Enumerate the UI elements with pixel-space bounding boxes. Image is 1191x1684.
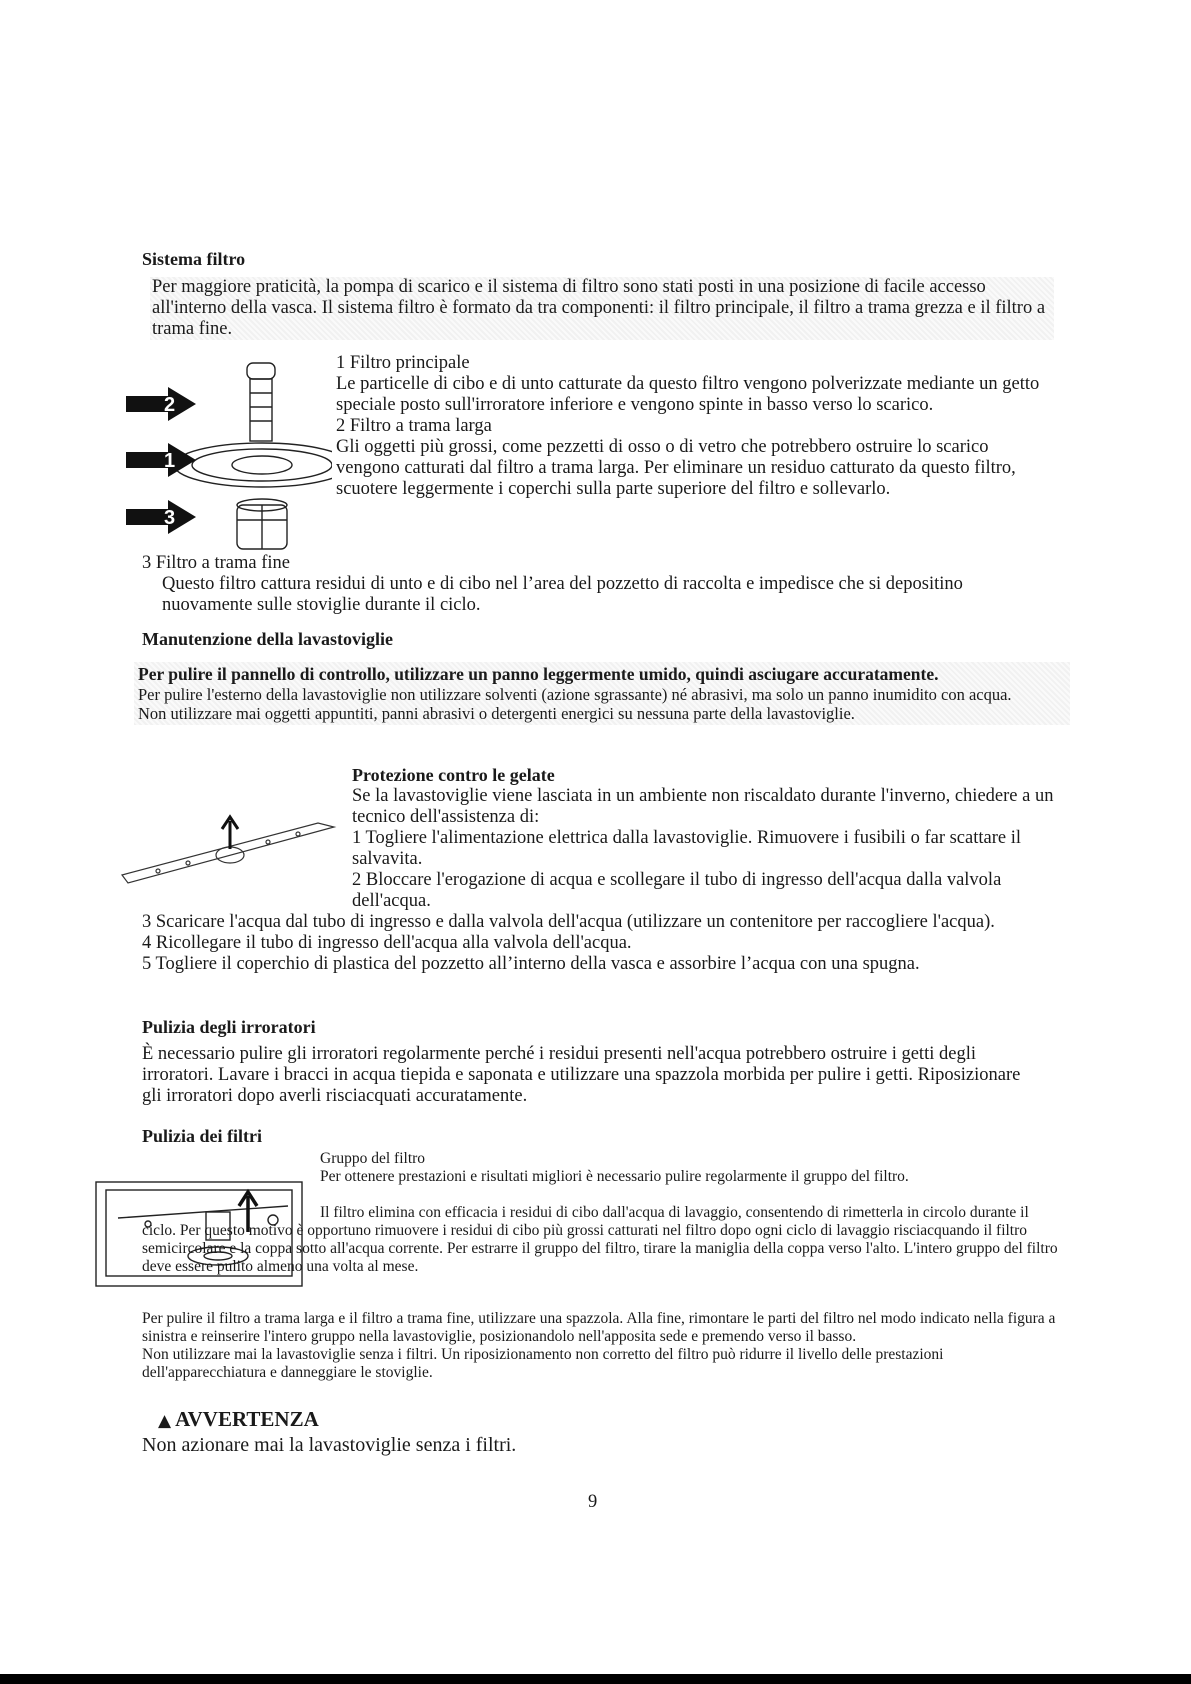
page-number: 9	[588, 1492, 598, 1512]
maintenance-line2: Per pulire l'esterno della lavastoviglie non utilizzare solventi (azione sgrassante) né abrasivi, ma solo un panno inumidito con acqua.	[138, 685, 1012, 704]
item3-title: 3 Filtro a trama fine	[142, 553, 290, 573]
arrow-label-3: 3	[164, 507, 176, 529]
scan-border	[0, 1674, 1191, 1684]
frost-block	[352, 765, 1057, 912]
frost-step5: 5 Togliere il coperchio di plastica del pozzetto all’interno della vasca e assorbire l’acqua con una spugna.	[142, 954, 920, 974]
warning-triangle-icon: ▲	[158, 1411, 172, 1431]
frost-text1: Se la lavastoviglie viene lasciata in un ambiente non riscaldato durante l'inverno, chiedere a un tecnico dell'assistenza di:	[352, 786, 1054, 827]
warning-title-row	[158, 1407, 319, 1432]
arrow-2-icon	[126, 387, 196, 421]
section-heading-spray-arms: Pulizia degli irroratori	[142, 1017, 316, 1037]
frost-step1: 1 Togliere l'alimentazione elettrica dalla lavastoviglie. Rimuovere i fusibili o far scattare il salvavita.	[352, 828, 1021, 869]
frost-step3: 3 Scaricare l'acqua dal tubo di ingresso e dalla valvola dell'acqua (utilizzare un contenitore per raccogliere l'acqua).	[142, 912, 995, 932]
filters-text1: Per ottenere prestazioni e risultati migliori è necessario pulire regolarmente il gruppo del filtro.	[320, 1168, 909, 1185]
arrow-label-1: 1	[164, 450, 176, 472]
section-heading-maintenance: Manutenzione della lavastoviglie	[142, 629, 393, 649]
arrow-3-icon	[126, 500, 196, 534]
spray-arms-text: È necessario pulire gli irroratori regolarmente perché i residui presenti nell'acqua potrebbero ostruire i getti degli irroratori. Lavare i bracci in acqua tiepida e saponata e utilizzare una spazzola morbida per pulire i getti. Riposizionare gli irroratori dopo averli risciacquati accuratamente.	[142, 1044, 1021, 1106]
warning-title: AVVERTENZA	[175, 1407, 319, 1431]
filter-items	[336, 353, 1056, 500]
filters-cleaning-side	[320, 1150, 1060, 1186]
frost-steps-lower	[142, 912, 1057, 975]
spray-arm-figure	[118, 805, 340, 885]
frost-step4: 4 Ricollegare il tubo di ingresso dell'acqua alla valvola dell'acqua.	[142, 933, 632, 953]
arrow-label-2: 2	[164, 394, 176, 416]
maintenance-box	[134, 662, 1070, 725]
filters-text3: Per pulire il filtro a trama larga e il filtro a trama fine, utilizzare una spazzola. Alla fine, rimontare le parti del filtro nel modo indicato nella figura a sinistra e reinserire l'intero gruppo nella lavastoviglie, posizionandolo nell'apposita sede e premendo verso il basso.	[142, 1310, 1056, 1345]
filters-text2: Il filtro elimina con efficacia i residui di cibo dall'acqua di lavaggio, consentendo di rimetterla in circolo durante il ciclo. Per questo motivo è opportuno rimuovere i residui di cibo più grossi catturati nel filtro dopo ogni ciclo di lavaggio risciacquando il filtro semicircolare e la coppa sotto all'acqua corrente. Per estrarre il gruppo del filtro, tirare la maniglia della coppa verso l'alto. L'intero gruppo del filtro deve essere pulito almeno una volta al mese.	[142, 1204, 1058, 1275]
item2-text: Gli oggetti più grossi, come pezzetti di osso o di vetro che potrebbero ostruire lo scarico vengono catturati dal filtro a trama larga. Per eliminare un residuo catturato da questo filtro, scuotere leggermente i coperchi sulla parte superiore del filtro e sollevarlo.	[336, 437, 1016, 499]
item3	[142, 553, 1052, 616]
section-heading-filters-cleaning: Pulizia dei filtri	[142, 1126, 262, 1146]
filters-lower	[142, 1310, 1058, 1382]
maintenance-line3: Non utilizzare mai oggetti appuntiti, panni abrasivi o detergenti energici su nessuna parte della lavastoviglie.	[138, 704, 855, 723]
section-heading-frost: Protezione contro le gelate	[352, 765, 555, 785]
filters-text4: Non utilizzare mai la lavastoviglie senza i filtri. Un riposizionamento non corretto del filtro può ridurre il livello delle prestazioni dell'apparecchiatura e danneggiare le stoviglie.	[142, 1346, 944, 1381]
filters-subtitle: Gruppo del filtro	[320, 1150, 426, 1167]
item3-text: Questo filtro cattura residui di unto e di cibo nel l’area del pozzetto di raccolta e impedisce che si depositino nuovamente sulle stoviglie durante il ciclo.	[162, 574, 963, 615]
filter-system-intro: Per maggiore praticità, la pompa di scarico e il sistema di filtro sono stati posti in una posizione di facile accesso all'interno della vasca. Il sistema filtro è formato da tra componenti: il filtro principale, il filtro a trama grezza e il filtro a trama fine.	[150, 277, 1054, 340]
frost-step2: 2 Bloccare l'erogazione di acqua e scollegare il tubo di ingresso dell'acqua dalla valvola dell'acqua.	[352, 870, 1002, 911]
arrow-1-icon	[126, 443, 196, 477]
item2-title: 2 Filtro a trama larga	[336, 416, 492, 436]
item1-text: Le particelle di cibo e di unto catturate da questo filtro vengono polverizzate mediante un getto speciale posto sull'irroratore inferiore e vengono spinte in basso verso lo scarico.	[336, 374, 1040, 415]
warning-text: Non azionare mai la lavastoviglie senza i filtri.	[142, 1434, 517, 1456]
section-heading-filter-system: Sistema filtro	[142, 249, 246, 269]
maintenance-bold-line: Per pulire il pannello di controllo, utilizzare un panno leggermente umido, quindi asciugare accuratamente.	[138, 664, 939, 684]
item1-title: 1 Filtro principale	[336, 353, 470, 373]
